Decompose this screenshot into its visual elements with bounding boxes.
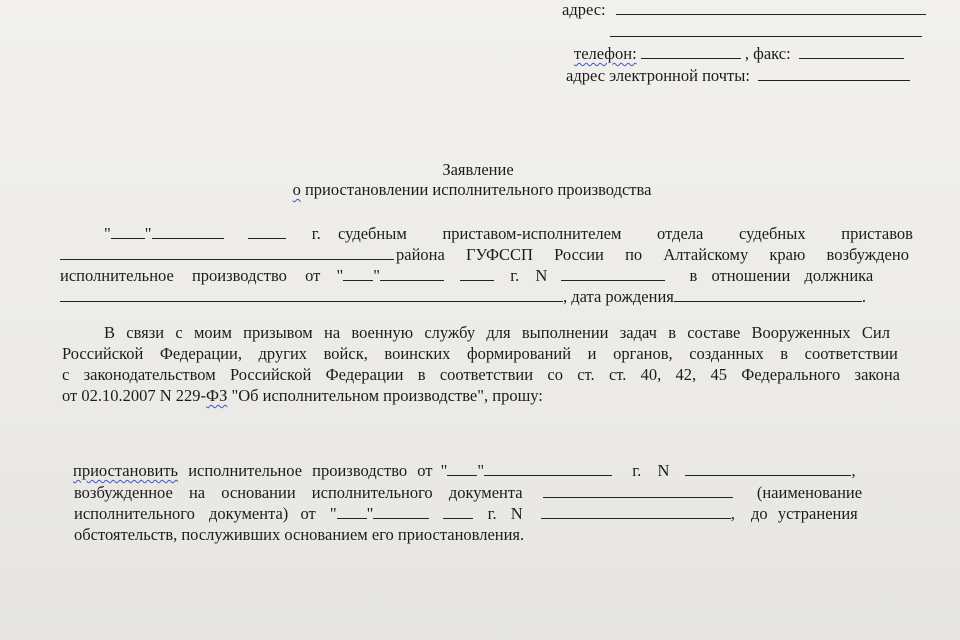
p2l2-word: воинских (384, 344, 451, 363)
p1-l4a: , дата рождения (563, 287, 674, 306)
date-blank-3[interactable] (484, 461, 612, 476)
p2l1-word: Вооруженных (751, 323, 851, 342)
p1-w2: приставом-исполнителем (442, 224, 622, 243)
email-line (566, 66, 910, 86)
p1-l3c: от (305, 266, 321, 285)
p2-line2 (62, 344, 898, 364)
month-blank-1[interactable] (152, 224, 224, 239)
p1-l2d: по (625, 245, 643, 264)
p1-line1-text (338, 224, 913, 244)
p3-line2 (74, 483, 862, 503)
year-blank-4[interactable] (443, 504, 473, 519)
p2l3-word: ст. (577, 365, 595, 384)
p2-line3 (62, 365, 900, 385)
p2l2-word: Российской (62, 344, 144, 363)
p3-l3b: документа) (209, 504, 289, 523)
p2l1-word: составе (687, 323, 741, 342)
year-blank-1[interactable] (248, 224, 286, 239)
p3-l1g: г. (632, 461, 642, 480)
p1-l3b: производство (191, 266, 287, 285)
p3-line1 (73, 461, 856, 481)
p2l3-word: Российской (229, 365, 312, 384)
document-title (0, 160, 958, 180)
p3-l2f: (наименование (756, 483, 863, 502)
p3-l3g: г. (487, 504, 497, 523)
month-blank-4[interactable] (373, 504, 429, 519)
p2l3-word: в (417, 365, 426, 384)
day-blank-4[interactable] (337, 504, 367, 519)
day-blank-1[interactable] (111, 224, 145, 239)
p1-w5: приставов (841, 224, 913, 243)
p2l1-word: военную (351, 323, 414, 342)
birth-date-blank[interactable] (674, 287, 862, 302)
p2l1-word: Сил (861, 323, 890, 342)
p3-l2b: на (188, 483, 206, 502)
p2l3-word: со (547, 365, 563, 384)
p1-l4b: . (861, 287, 866, 306)
p2l2-word: органов, (613, 344, 673, 363)
p2l2-word: других (258, 344, 308, 363)
p1-l2f: краю (769, 245, 806, 264)
month-blank-2[interactable] (380, 266, 444, 281)
p2-line1 (104, 323, 890, 343)
p2l1-word: выполнении (521, 323, 609, 342)
phone-label: телефон: (574, 44, 637, 63)
p2l1-word: моим (193, 323, 232, 342)
p1-line2-text (396, 245, 909, 265)
p3-l3f: устранения (777, 504, 858, 523)
p2l2-word: Федерации, (159, 344, 242, 363)
p3-l2e: документа (448, 483, 523, 502)
p1-l3n: N (535, 266, 548, 285)
p2l3-word: с (62, 365, 70, 384)
debtor-name-blank[interactable] (60, 287, 563, 302)
p2l1-word: на (323, 323, 341, 342)
phone-fax-line (574, 44, 904, 64)
p2l2-word: созданных (689, 344, 764, 363)
p3-l1c: производство (312, 461, 408, 480)
p1-q-close-2: " (373, 266, 380, 285)
p1-l3j: должника (804, 266, 874, 285)
address-line (562, 0, 926, 20)
p2l3-word: соответствии (439, 365, 534, 384)
p1-q-open-2: " (336, 266, 344, 285)
p2l1-word: призывом (243, 323, 313, 342)
p1-l2e: Алтайскому (663, 245, 749, 264)
title-line2: приостановлении исполнительного производства (300, 180, 652, 199)
phone-blank[interactable] (641, 44, 741, 59)
p3-l2a: возбужденное (74, 483, 173, 502)
title-prefix: о (292, 180, 301, 199)
p2l3-word: Федерального (741, 365, 841, 384)
fax-blank[interactable] (799, 44, 904, 59)
p2l3-word: Федерации (325, 365, 404, 384)
p1-q-close: " (144, 224, 152, 243)
fax-label: , факс: (744, 44, 791, 63)
p1-w4: судебных (739, 224, 806, 243)
p3-line3 (74, 504, 858, 524)
p3-l1b: исполнительное (188, 461, 303, 480)
p2l3-word: закона (854, 365, 900, 384)
p1-l3g: г. (510, 266, 520, 285)
p3-q-open: " (440, 461, 448, 480)
email-label: адрес электронной почты: (566, 66, 750, 85)
day-blank-2[interactable] (343, 266, 373, 281)
p3-line4 (74, 525, 524, 545)
email-blank[interactable] (758, 66, 910, 81)
p2-l4c: "Об исполнительном производстве", прошу: (227, 386, 543, 405)
p1-l3i: отношении (711, 266, 791, 285)
p3-l3e: до (751, 504, 768, 523)
p2l3-word: законодательством (83, 365, 216, 384)
p3-l3d: , (730, 504, 735, 523)
p2l3-word: 40, (640, 365, 662, 384)
p3-l1e: , (851, 461, 856, 480)
address-blank[interactable] (616, 0, 926, 15)
p3-l3c: от (300, 504, 316, 523)
case-number-blank-3[interactable] (541, 504, 731, 519)
p1-l2a: района (396, 245, 445, 264)
p1-g: г. (311, 224, 321, 243)
p3-l2d: исполнительного (311, 483, 433, 502)
p3-l4: обстоятельств, послуживших основанием его приостановления. (74, 525, 525, 544)
year-blank-2[interactable] (460, 266, 494, 281)
p1-line3 (60, 266, 873, 286)
p1-line4 (60, 287, 866, 307)
p2l2-word: войск, (323, 344, 368, 363)
p3-q-open-2: " (329, 504, 337, 523)
p2l1-word: для (486, 323, 511, 342)
p1-l2c: России (554, 245, 604, 264)
p3-l2c: основании (221, 483, 296, 502)
address-label: адрес: (562, 0, 606, 19)
p2l2-word: в (780, 344, 789, 363)
p3-l1n: N (657, 461, 670, 480)
p2l1-word: с (175, 323, 183, 342)
p1-l3a: исполнительное (60, 266, 174, 285)
p2l3-word: 45 (710, 365, 727, 384)
p2l1-word: в (668, 323, 676, 342)
p3-l3a: исполнительного (74, 504, 195, 523)
title-line1: Заявление (442, 160, 514, 179)
p2l1-word: В (104, 323, 116, 342)
document-blank[interactable] (543, 483, 733, 498)
p1-l2b: ГУФССП (466, 245, 533, 264)
p1-l3h: в (689, 266, 698, 285)
p2l1-word: службу (424, 323, 476, 342)
p1-w3: отдела (657, 224, 704, 243)
case-number-blank-2[interactable] (685, 461, 851, 476)
p2l1-word: связи (126, 323, 165, 342)
p3-l1a: приостановить (73, 461, 179, 480)
p2l3-word: 42, (675, 365, 697, 384)
p2-l4b: ФЗ (206, 386, 228, 405)
p2l2-word: и (587, 344, 597, 363)
p3-q-close-2: " (366, 504, 374, 523)
address-line-2 (610, 22, 922, 42)
day-blank-3[interactable] (447, 461, 477, 476)
p1-q-open: " (104, 224, 111, 243)
address-blank-2[interactable] (610, 22, 922, 37)
p3-q-close: " (477, 461, 485, 480)
p1-w1: судебным (338, 224, 407, 243)
p2-line4 (62, 386, 543, 406)
p1-line1 (104, 224, 321, 244)
case-number-blank[interactable] (561, 266, 665, 281)
document-subtitle (0, 180, 952, 200)
p3-l3n: N (510, 504, 523, 523)
p2l3-word: ст. (608, 365, 627, 384)
district-blank[interactable] (60, 245, 394, 260)
p1-line2-blank (60, 245, 394, 265)
p2l2-word: формирований (466, 344, 572, 363)
p1-l2g: возбуждено (826, 245, 909, 264)
p3-l1d: от (417, 461, 433, 480)
p2l1-word: задач (619, 323, 657, 342)
p2-l4a: от 02.10.2007 N 229- (62, 386, 207, 405)
p2l2-word: соответствии (804, 344, 898, 363)
